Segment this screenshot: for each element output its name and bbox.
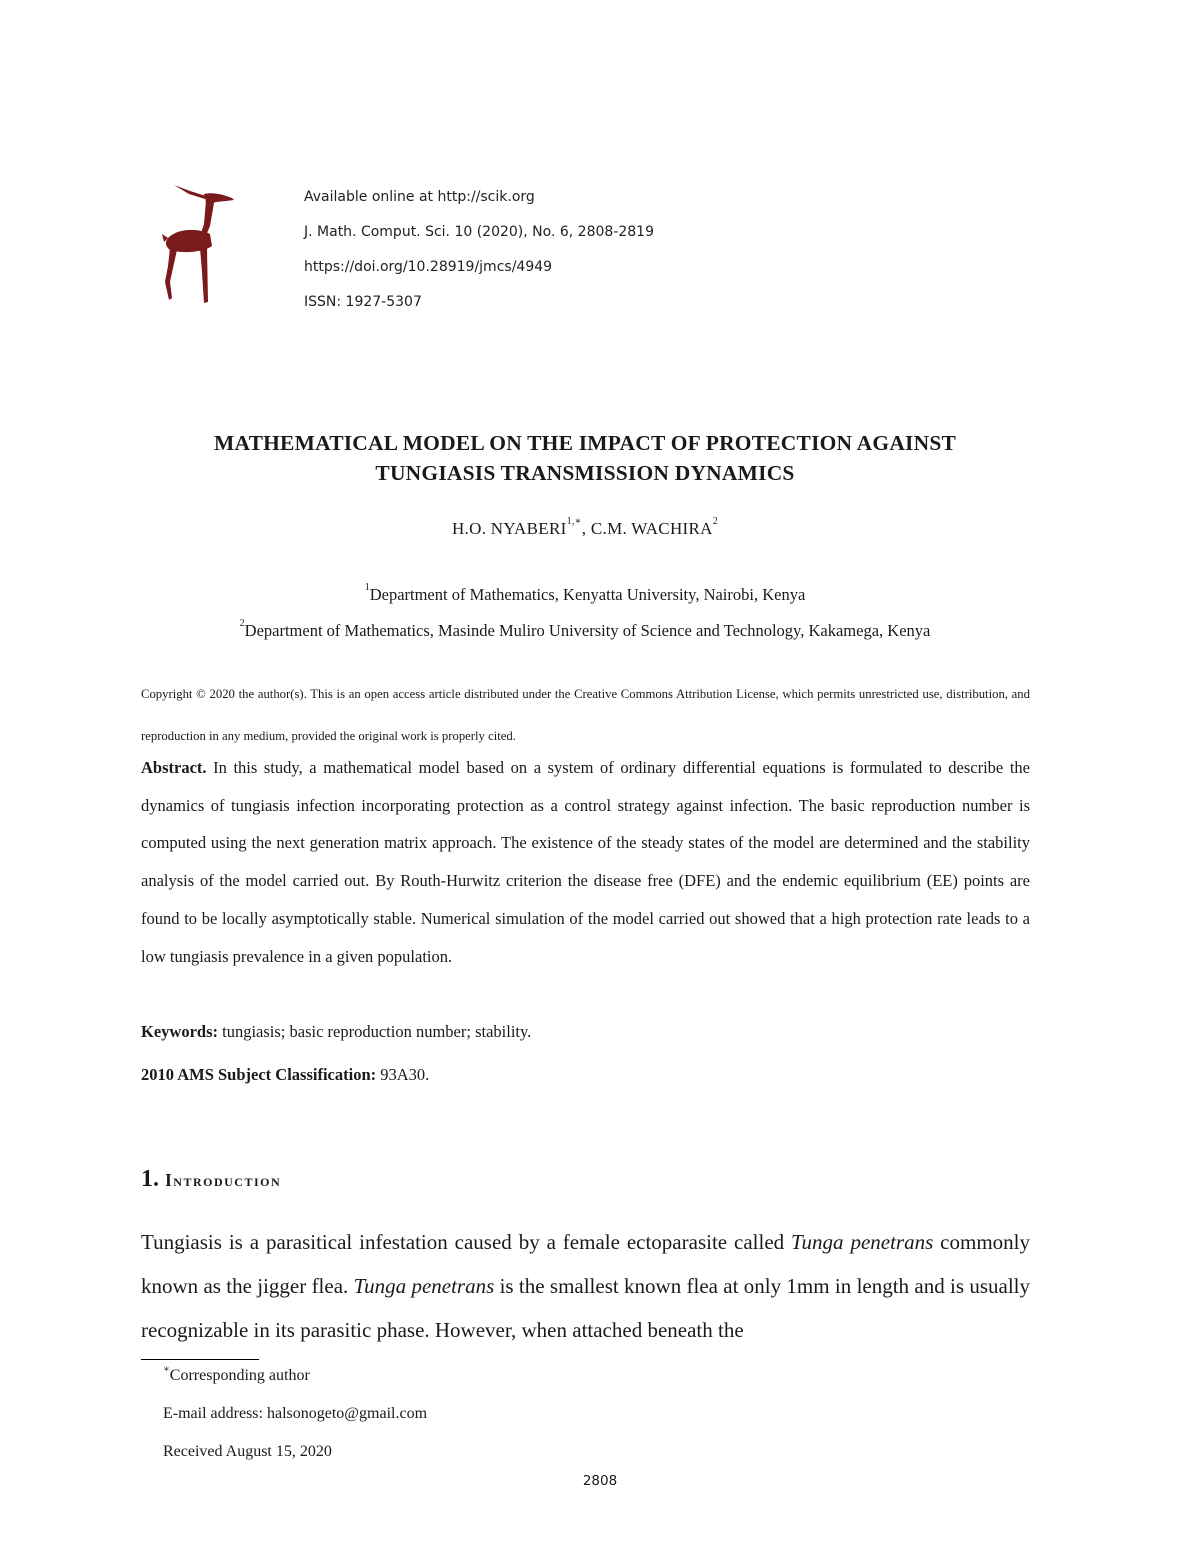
author-separator: ,	[581, 519, 591, 538]
title-line-2: TUNGIASIS TRANSMISSION DYNAMICS	[375, 461, 795, 485]
page-number: 2808	[582, 1473, 618, 1489]
title-line-1: MATHEMATICAL MODEL ON THE IMPACT OF PROTECTION AGAINST	[213, 431, 957, 455]
intro-species-1: Tunga penetrans	[791, 1230, 934, 1254]
journal-reference: J. Math. Comput. Sci. 10 (2020), No. 6, 2808-2819	[304, 224, 654, 240]
footnote-email: E-mail address: halsonogeto@gmail.com	[163, 1405, 428, 1422]
section-number: 1.	[141, 1166, 159, 1192]
journal-logo-icon	[160, 182, 240, 304]
abstract-text: In this study, a mathematical model based on a system of ordinary differential equations is formulated to describe the dynamics of tungiasis infection incorporating protection as a control strategy against infection. The basic reproduction number is computed using the next generation matrix approach. The existence of the steady states of the model are determined and the stability analysis of the model carried out. By Routh-Hurwitz criterion the disease free (DFE) and the endemic equilibrium (EE) points are found to be locally asymptotically stable. Numerical simulation of the model carried out showed that a high protection rate leads to a low tungiasis prevalence in a given population.	[141, 758, 1030, 966]
affiliation-2-mark: 2	[239, 618, 245, 629]
paper-title	[140, 428, 1030, 488]
intro-species-2: Tunga penetrans	[353, 1274, 495, 1298]
intro-text-3: is the smallest known flea at only 1mm in length and is usually recognizable in its parasitic phase. However, when attached beneath the	[141, 1274, 1031, 1342]
section-heading	[141, 1166, 281, 1193]
affiliation-1-mark: 1	[364, 582, 370, 593]
ams-text: 93A30.	[380, 1065, 430, 1084]
affiliation-2	[140, 618, 1030, 641]
section-title: Introduction	[165, 1170, 282, 1190]
intro-text-2: commonly known as the jigger flea.	[141, 1230, 1031, 1298]
footnote-rule	[141, 1359, 259, 1360]
author-2: C.M. WACHIRA	[590, 519, 713, 538]
intro-text-1: Tungiasis is a parasitical infestation caused by a female ectoparasite called	[141, 1230, 792, 1254]
author-list	[140, 516, 1030, 539]
keywords-label: Keywords:	[141, 1022, 218, 1041]
abstract-label: Abstract.	[141, 758, 207, 777]
issn: ISSN: 1927-5307	[304, 294, 422, 310]
footnote-star-mark: ∗	[163, 1364, 170, 1375]
affiliation-1-text: Department of Mathematics, Kenyatta University, Nairobi, Kenya	[369, 585, 806, 604]
author-1: H.O. NYABERI	[451, 519, 567, 538]
introduction-paragraph	[141, 1220, 1030, 1352]
available-online-link[interactable]: Available online at http://scik.org	[304, 189, 535, 205]
author-1-affiliation-mark: 1,∗	[566, 516, 582, 527]
affiliation-1	[140, 582, 1030, 605]
keywords	[141, 1022, 1030, 1042]
abstract	[141, 749, 1030, 975]
copyright-notice: Copyright © 2020 the author(s). This is an open access article distributed under the Creative Commons Attribution License, which permits unrestricted use, distribution, and reproduction in any medium, provided the original work is properly cited.	[141, 687, 1030, 743]
ams-label: 2010 AMS Subject Classification:	[141, 1065, 377, 1084]
footnote-received: Received August 15, 2020	[163, 1443, 332, 1460]
doi-link[interactable]: https://doi.org/10.28919/jmcs/4949	[304, 259, 553, 275]
footnote-corresponding	[163, 1364, 310, 1385]
affiliation-2-text: Department of Mathematics, Masinde Muliro University of Science and Technology, Kakamega, Kenya	[244, 621, 931, 640]
footnote-corresponding-text: Corresponding author	[169, 1367, 310, 1384]
ams-classification	[141, 1065, 1030, 1085]
keywords-text: tungiasis; basic reproduction number; stability.	[222, 1022, 532, 1041]
author-2-affiliation-mark: 2	[712, 516, 719, 527]
